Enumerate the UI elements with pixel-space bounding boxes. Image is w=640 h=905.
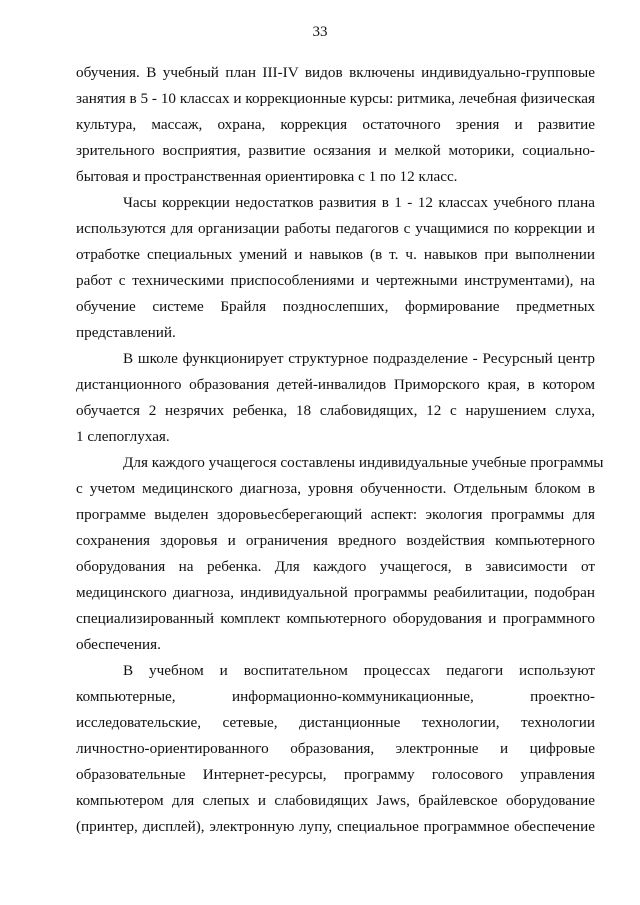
text-line: 1 слепоглухая.	[76, 428, 170, 445]
page-number: 33	[312, 24, 328, 40]
text-line: специализированный комплект компьютерного оборудования и программного	[76, 610, 595, 627]
text-line: используются для организации работы педагогов с учащимися по коррекции и	[76, 220, 595, 237]
paragraph	[76, 190, 595, 346]
text-line: оборудования на ребенка. Для каждого учащегося, в зависимости от	[76, 558, 595, 575]
text-line: исследовательские, сетевые, дистанционные технологии, технологии	[76, 714, 595, 731]
text-line: компьютерные, информационно-коммуникационные, проектно-	[76, 688, 595, 705]
text-line: обучается 2 незрячих ребенка, 18 слабовидящих, 12 с нарушением слуха,	[76, 402, 595, 419]
paragraph	[76, 346, 595, 450]
text-line: бытовая и пространственная ориентировка с 1 по 12 класс.	[76, 168, 458, 185]
text-line: культура, массаж, охрана, коррекция остаточного зрения и развитие	[76, 116, 595, 133]
text-line: В учебном и воспитательном процессах педагоги используют	[123, 662, 595, 679]
text-line: представлений.	[76, 324, 176, 341]
paragraph	[76, 60, 595, 190]
text-line: В школе функционирует структурное подразделение - Ресурсный центр	[123, 350, 595, 367]
text-line: зрительного восприятия, развитие осязания и мелкой моторики, социально-	[76, 142, 595, 159]
text-line: компьютером для слепых и слабовидящих Jaws, брайлевское оборудование	[76, 792, 595, 809]
text-line: медицинского диагноза, индивидуальной программы реабилитации, подобран	[76, 584, 595, 601]
text-line: отработке специальных умений и навыков (в т. ч. навыков при выполнении	[76, 246, 595, 263]
text-line: сохранения здоровья и ограничения вредного воздействия компьютерного	[76, 532, 595, 549]
text-line: с учетом медицинского диагноза, уровня обученности. Отдельным блоком в	[76, 480, 595, 497]
text-line: дистанционного образования детей-инвалидов Приморского края, в котором	[76, 376, 595, 393]
text-line: обучение системе Брайля позднослепших, формирование предметных	[76, 298, 595, 315]
paragraph	[76, 658, 595, 840]
document-body-text	[76, 60, 604, 840]
text-line: обеспечения.	[76, 636, 161, 653]
text-line: (принтер, дисплей), электронную лупу, специальное программное обеспечение	[76, 818, 595, 835]
text-line: обучения. В учебный план III-IV видов включены индивидуально-групповые	[76, 64, 595, 81]
text-line: Часы коррекции недостатков развития в 1 - 12 классах учебного плана	[123, 194, 595, 211]
text-line: личностно-ориентированного образования, электронные и цифровые	[76, 740, 595, 757]
paragraph	[76, 450, 604, 658]
text-line: программе выделен здоровьесберегающий аспект: экология программы для	[76, 506, 595, 523]
text-line: работ с техническими приспособлениями и чертежными инструментами), на	[76, 272, 595, 289]
text-line: занятия в 5 - 10 классах и коррекционные курсы: ритмика, лечебная физическая	[76, 90, 595, 107]
text-line: образовательные Интернет-ресурсы, программу голосового управления	[76, 766, 595, 783]
text-line: Для каждого учащегося составлены индивидуальные учебные программы	[123, 454, 604, 471]
